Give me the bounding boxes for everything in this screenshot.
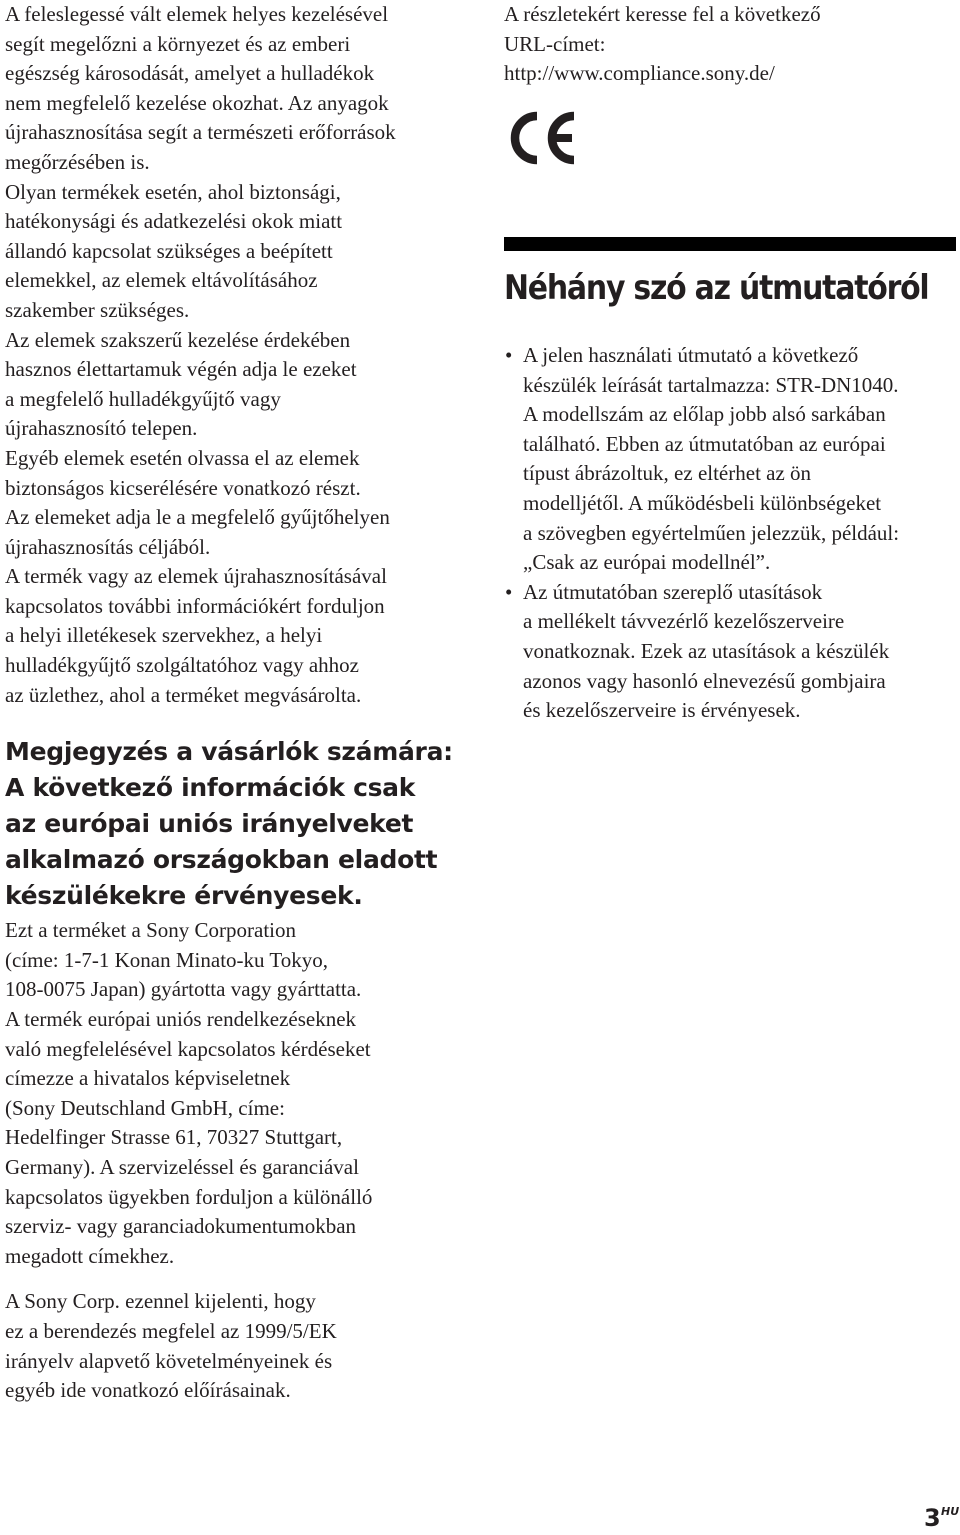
recycling-info-paragraph: A termék vagy az elemek újrahasznosításával kapcsolatos további információkért forduljon a helyi illetékesek szervekhez, a helyi hulladékgyűjtő szolgáltatóhoz vagy ahhoz az üzlethez, ahol a terméket megvásárolta.	[5, 564, 387, 707]
bullet-symbol: •	[505, 343, 513, 367]
section-title: Néhány szó az útmutatóról	[504, 268, 929, 308]
compliance-url-paragraph: A részletekért keresse fel a következő URL-címet: http://www.compliance.sony.de/	[504, 2, 821, 86]
left-column	[5, 0, 467, 1406]
section-rule	[504, 237, 956, 251]
disposal-paragraph: A feleslegessé vált elemek helyes kezelésével segít megelőzni a környezet és az emberi egészség károsodását, amelyet a hulladékok nem megfelelő kezelése okozhat. Az anyagok újrahasznosítása segít a természeti erőforrások megőrzésében is.	[5, 2, 396, 174]
ce-mark-icon	[506, 110, 578, 166]
eu-representative-paragraph: A termék európai uniós rendelkezéseknek való megfelelésével kapcsolatos kérdéseket címezze a hivatalos képviseletnek (Sony Deutschland GmbH, címe: Hedelfinger Strasse 61, 70327 Stuttgart, Germany). A szervizeléssel és garanciával kapcsolatos ügyekben forduljon a különálló szerviz- vagy garanciadokumentumokban megadott címekhez.	[5, 1007, 373, 1268]
built-in-battery-paragraph: Olyan termékek esetén, ahol biztonsági, hatékonysági és adatkezelési okok miatt állandó kapcsolat szükséges a beépített elemekkel, az elemek eltávolításához szakember szükséges.	[5, 179, 343, 322]
battery-collection-paragraph: Az elemeket adja le a megfelelő gyűjtőhelyen újrahasznosítás céljából.	[5, 505, 390, 559]
bullet-item-model	[504, 341, 956, 578]
right-column	[504, 0, 956, 89]
page-number: 3	[924, 1504, 940, 1532]
page-language-code: HU	[941, 1505, 960, 1518]
bullet-item-remote	[504, 578, 956, 726]
manufacturer-paragraph: Ezt a terméket a Sony Corporation (címe: 1-7-1 Konan Minato-ku Tokyo, 108-0075 Japan) gyártotta vagy gyárttatta.	[5, 918, 362, 1002]
bullet-text-model: A jelen használati útmutató a következő készülék leírását tartalmazza: STR-DN1040. A modellszám az előlap jobb alsó sarkában található. Ebben az útmutatóban az európai típust ábrázoltuk, ez eltérhet az ön modelljétől. A működésbeli különbségeket a szövegben egyértelműen jelezzük, például: „Csak az európai modellnél”.	[523, 343, 900, 575]
customer-notice-heading: Megjegyzés a vásárlók számára: A következő információk csak az európai uniós irányelveket alkalmazó országokban eladott készülékekre érvényesek.	[5, 737, 453, 911]
other-batteries-paragraph: Egyéb elemek esetén olvassa el az elemek biztonságos kicserélésére vonatkozó részt.	[5, 445, 361, 500]
declaration-paragraph: A Sony Corp. ezennel kijelenti, hogy ez a berendezés megfelel az 1999/5/EK irányelv alapvető követelményeinek és egyéb ide vonatkozó előírásainak.	[5, 1289, 337, 1403]
guide-bullet-list	[504, 341, 956, 726]
bullet-symbol: •	[505, 579, 513, 604]
bullet-text-remote: Az útmutatóban szereplő utasítások a mellékelt távvezérlő kezelőszerveire vonatkoznak. Ezek az utasítások a készülék azonos vagy hasonló elnevezésű gombjaira és kezelőszerveire is érvényesek.	[523, 579, 890, 723]
battery-handling-paragraph: Az elemek szakszerű kezelése érdekében hasznos élettartamuk végén adja le ezeket a megfelelő hulladékgyűjtő vagy újrahasznosító telepen.	[5, 327, 357, 441]
